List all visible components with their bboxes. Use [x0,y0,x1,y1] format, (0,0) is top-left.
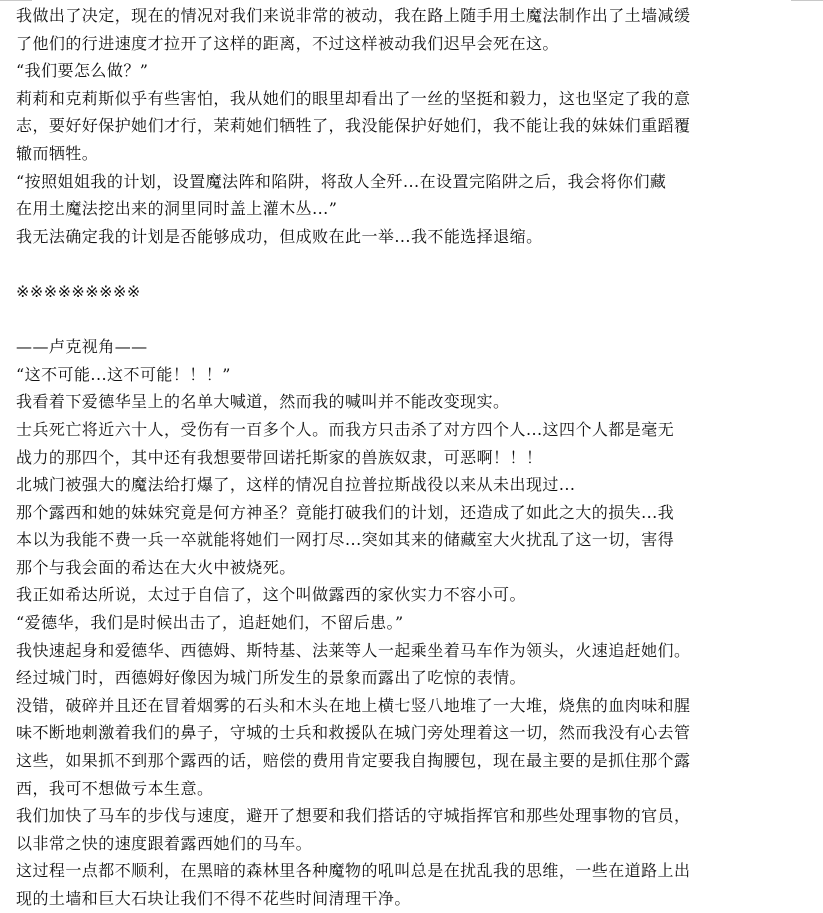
paragraph-line: 了他们的行进速度才拉开了这样的距离，不过这样被动我们迟早会死在这。 [16,33,559,53]
paragraph-line: 那个与我会面的希达在大火中被烧死。 [16,557,296,577]
paragraph-line: 志，要好好保护她们才行，茉莉她们牺牲了，我没能保护好她们，我不能让我的妹妹们重蹈覆 [16,116,691,136]
paragraph-line: 我快速起身和爱德华、西德姆、斯特基、法莱等人一起乘坐着马车作为领头，火速追赶她们。 [16,640,691,660]
paragraph-line: 辙而牺牲。 [16,143,99,163]
paragraph-line: 这些，如果抓不到那个露西的话，赔偿的费用肯定要我自掏腰包，现在最主要的是抓住那个露 [16,751,691,771]
dialogue-line: “这不可能...这不可能！！！” [16,364,231,384]
dialogue-line: “按照姐姐我的计划，设置魔法阵和陷阱，将敌人全歼...在设置完陷阱之后，我会将你们藏 [16,171,667,191]
blank-line [16,250,772,278]
dialogue-line: “爱德华，我们是时候出击了，追赶她们，不留后患。” [16,613,404,633]
paragraph-line: 以非常之快的速度跟着露西她们的马车。 [16,833,313,853]
paragraph-line: 北城门被强大的魔法给打爆了，这样的情况自拉普拉斯战役以来从未出现过... [16,475,576,495]
section-heading: ——卢克视角—— [16,337,148,357]
paragraph-line: 我做出了决定，现在的情况对我们来说非常的被动，我在路上随手用土魔法制作出了土墙减缓 [16,6,691,25]
blank-line [16,306,772,334]
paragraph-line: 莉莉和克莉斯似乎有些害怕，我从她们的眼里却看出了一丝的坚挺和毅力，这也坚定了我的意 [16,88,691,108]
paragraph-line: 本以为我能不费一兵一卒就能将她们一网打尽...突如其来的储藏室大火扰乱了这一切，害得 [16,530,675,550]
paragraph-line: 士兵死亡将近六十人，受伤有一百多个人。而我方只击杀了对方四个人...这四个人都是毫无 [16,419,675,439]
paragraph-line: 现的土墙和巨大石块让我们不得不花些时间清理干净。 [16,889,411,908]
document-body [16,2,772,913]
paragraph-line: 我们加快了马车的步伐与速度，避开了想要和我们搭话的守城指挥官和那些处理事物的官员， [16,806,691,826]
paragraph-line: 经过城门时，西德姆好像因为城门所发生的景象而露出了吃惊的表情。 [16,668,526,688]
dialogue-line: “我们要怎么做？” [16,61,149,81]
dialogue-line: 在用土魔法挖出来的洞里同时盖上灌木丛...” [16,199,338,219]
paragraph-line: 我看着下爱德华呈上的名单大喊道，然而我的喊叫并不能改变现实。 [16,392,510,412]
page-corner-mark-right [791,0,823,3]
paragraph-line: 战力的那四个，其中还有我想要带回诺托斯家的兽族奴隶，可恶啊！！！ [16,447,543,467]
paragraph-line: 我无法确定我的计划是否能够成功，但成败在此一举...我不能选择退缩。 [16,226,543,246]
paragraph-line: 没错，破碎并且还在冒着烟雾的石头和木头在地上横七竖八地堆了一大堆，烧焦的血肉味和腥 [16,695,691,715]
paragraph-line: 这过程一点都不顺利，在黑暗的森林里各种魔物的吼叫总是在扰乱我的思维，一些在道路上出 [16,861,691,881]
paragraph-line: 西，我可不想做亏本生意。 [16,778,214,798]
paragraph-line: 我正如希达所说，太过于自信了，这个叫做露西的家伙实力不容小可。 [16,585,526,605]
paragraph-line: 味不断地刺激着我们的鼻子，守城的士兵和救援队在城门旁处理着这一切，然而我没有心去管 [16,723,691,743]
section-separator: ※※※※※※※※※ [16,281,141,301]
paragraph-line: 那个露西和她的妹妹究竟是何方神圣？竟能打破我们的计划，还造成了如此之大的损失...我 [16,502,675,522]
